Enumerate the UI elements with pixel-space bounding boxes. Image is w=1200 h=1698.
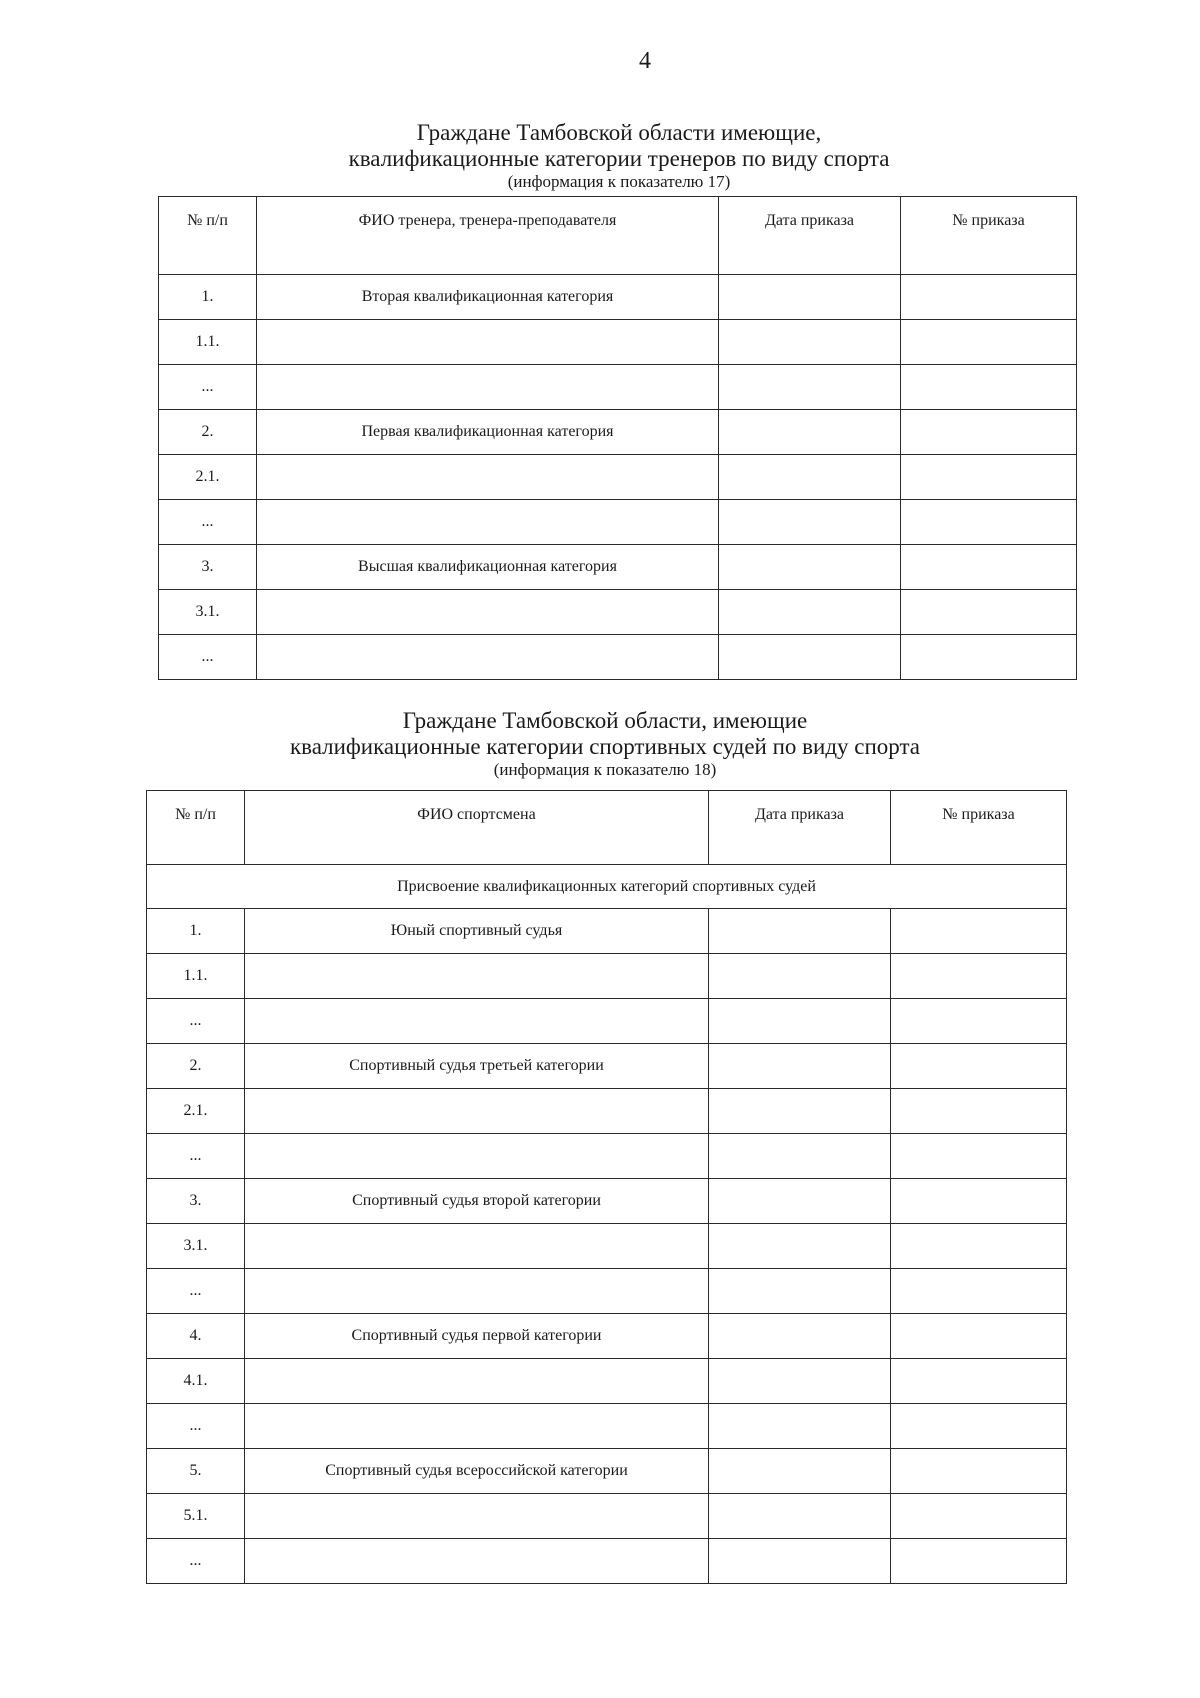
span-row [147, 865, 1067, 909]
row-date [709, 1539, 891, 1584]
row-num: 2.1. [159, 455, 257, 500]
table-row [147, 1089, 1067, 1134]
table-row [159, 365, 1077, 410]
table-row [159, 590, 1077, 635]
row-date [719, 635, 901, 680]
row-name [257, 365, 719, 410]
row-order [891, 1494, 1067, 1539]
row-num: 1. [147, 909, 245, 954]
row-num: 1.1. [147, 954, 245, 999]
row-num: 2. [147, 1044, 245, 1089]
row-order [891, 1449, 1067, 1494]
table-row [147, 1179, 1067, 1224]
row-name [245, 999, 709, 1044]
header-name: ФИО тренера, тренера-преподавателя [257, 197, 719, 275]
row-order [901, 275, 1077, 320]
row-name [257, 500, 719, 545]
table-row [147, 909, 1067, 954]
header-date: Дата приказа [709, 791, 891, 865]
section2-title-line2: квалификационные категории спортивных судей по виду спорта [289, 733, 921, 759]
span-row-label: Присвоение квалификационных категорий спортивных судей [147, 865, 1067, 909]
section1-title-line2: квалификационные категории тренеров по виду спорта [348, 145, 890, 171]
header-num: № п/п [147, 791, 245, 865]
row-date [719, 455, 901, 500]
row-order [901, 455, 1077, 500]
row-num: 4. [147, 1314, 245, 1359]
table-row [159, 635, 1077, 680]
row-date [709, 1494, 891, 1539]
row-date [719, 320, 901, 365]
row-order [891, 1134, 1067, 1179]
row-order [901, 545, 1077, 590]
row-num: 2.1. [147, 1089, 245, 1134]
row-name: Высшая квалификационная категория [257, 545, 719, 590]
row-order [891, 1179, 1067, 1224]
table-row [159, 545, 1077, 590]
row-order [891, 999, 1067, 1044]
row-num: 5.1. [147, 1494, 245, 1539]
row-date [709, 1224, 891, 1269]
row-order [901, 635, 1077, 680]
table-row [159, 500, 1077, 545]
row-order [891, 1539, 1067, 1584]
row-name: Спортивный судья третьей категории [245, 1044, 709, 1089]
coach-categories-table [158, 196, 1077, 680]
row-name [245, 1539, 709, 1584]
row-order [891, 1314, 1067, 1359]
row-num: 1. [159, 275, 257, 320]
row-order [901, 500, 1077, 545]
table-row [147, 1224, 1067, 1269]
table-row [147, 1044, 1067, 1089]
row-name [245, 1494, 709, 1539]
row-order [891, 1404, 1067, 1449]
row-name [245, 1269, 709, 1314]
header-order: № приказа [891, 791, 1067, 865]
row-name [245, 1404, 709, 1449]
row-order [901, 410, 1077, 455]
row-name: Спортивный судья второй категории [245, 1179, 709, 1224]
row-date [709, 999, 891, 1044]
section1-heading [0, 120, 1200, 191]
row-date [709, 1134, 891, 1179]
row-date [709, 1269, 891, 1314]
row-date [719, 365, 901, 410]
table-row [147, 954, 1067, 999]
table-row [147, 1314, 1067, 1359]
row-name: Спортивный судья всероссийской категории [245, 1449, 709, 1494]
row-name [245, 954, 709, 999]
table-row [159, 275, 1077, 320]
header-name: ФИО спортсмена [245, 791, 709, 865]
row-num: 2. [159, 410, 257, 455]
row-order [891, 954, 1067, 999]
row-order [901, 320, 1077, 365]
row-num: ... [159, 365, 257, 410]
section1-title-line1: Граждане Тамбовской области имеющие, [416, 120, 822, 145]
row-name: Спортивный судья первой категории [245, 1314, 709, 1359]
row-date [719, 275, 901, 320]
table-row [147, 1539, 1067, 1584]
table-row [147, 999, 1067, 1044]
row-num: 3. [147, 1179, 245, 1224]
row-num: 3. [159, 545, 257, 590]
row-order [891, 1224, 1067, 1269]
row-date [719, 500, 901, 545]
row-name [257, 635, 719, 680]
table-row [159, 455, 1077, 500]
row-num: 3.1. [159, 590, 257, 635]
referee-categories-table [146, 790, 1067, 1584]
row-num: ... [147, 1134, 245, 1179]
row-name [257, 320, 719, 365]
row-num: ... [147, 1404, 245, 1449]
row-order [891, 1089, 1067, 1134]
row-date [709, 1449, 891, 1494]
row-order [891, 1044, 1067, 1089]
row-name [245, 1134, 709, 1179]
row-order [891, 1359, 1067, 1404]
section1-subtitle: (информация к показателю 17) [507, 171, 731, 191]
table-row [147, 1269, 1067, 1314]
table-row [147, 1359, 1067, 1404]
table-header-row [147, 791, 1067, 865]
row-name [257, 590, 719, 635]
table-row [147, 1449, 1067, 1494]
row-num: ... [159, 635, 257, 680]
row-name: Юный спортивный судья [245, 909, 709, 954]
row-num: ... [147, 1539, 245, 1584]
row-date [709, 1359, 891, 1404]
row-name: Вторая квалификационная категория [257, 275, 719, 320]
row-name [257, 455, 719, 500]
table-row [159, 320, 1077, 365]
row-order [901, 590, 1077, 635]
row-name: Первая квалификационная категория [257, 410, 719, 455]
table-header-row [159, 197, 1077, 275]
row-order [891, 909, 1067, 954]
row-num: 1.1. [159, 320, 257, 365]
table-row [147, 1494, 1067, 1539]
table-row [159, 410, 1077, 455]
row-date [709, 1179, 891, 1224]
row-name [245, 1359, 709, 1404]
table-row [147, 1404, 1067, 1449]
row-date [709, 1089, 891, 1134]
table-row [147, 1134, 1067, 1179]
row-date [709, 1044, 891, 1089]
row-date [709, 954, 891, 999]
header-order: № приказа [901, 197, 1077, 275]
section2-title-line1: Граждане Тамбовской области, имеющие [402, 708, 808, 733]
row-num: ... [159, 500, 257, 545]
row-order [901, 365, 1077, 410]
section2-subtitle: (информация к показателю 18) [493, 759, 717, 779]
row-date [719, 410, 901, 455]
row-name [245, 1089, 709, 1134]
row-date [719, 545, 901, 590]
row-date [709, 1404, 891, 1449]
row-date [709, 909, 891, 954]
row-order [891, 1269, 1067, 1314]
header-num: № п/п [159, 197, 257, 275]
row-name [245, 1224, 709, 1269]
row-num: ... [147, 999, 245, 1044]
section2-heading [0, 708, 1200, 779]
row-num: 4.1. [147, 1359, 245, 1404]
page-number: 4 [639, 48, 651, 74]
row-num: 3.1. [147, 1224, 245, 1269]
row-date [719, 590, 901, 635]
row-num: ... [147, 1269, 245, 1314]
row-date [709, 1314, 891, 1359]
row-num: 5. [147, 1449, 245, 1494]
header-date: Дата приказа [719, 197, 901, 275]
